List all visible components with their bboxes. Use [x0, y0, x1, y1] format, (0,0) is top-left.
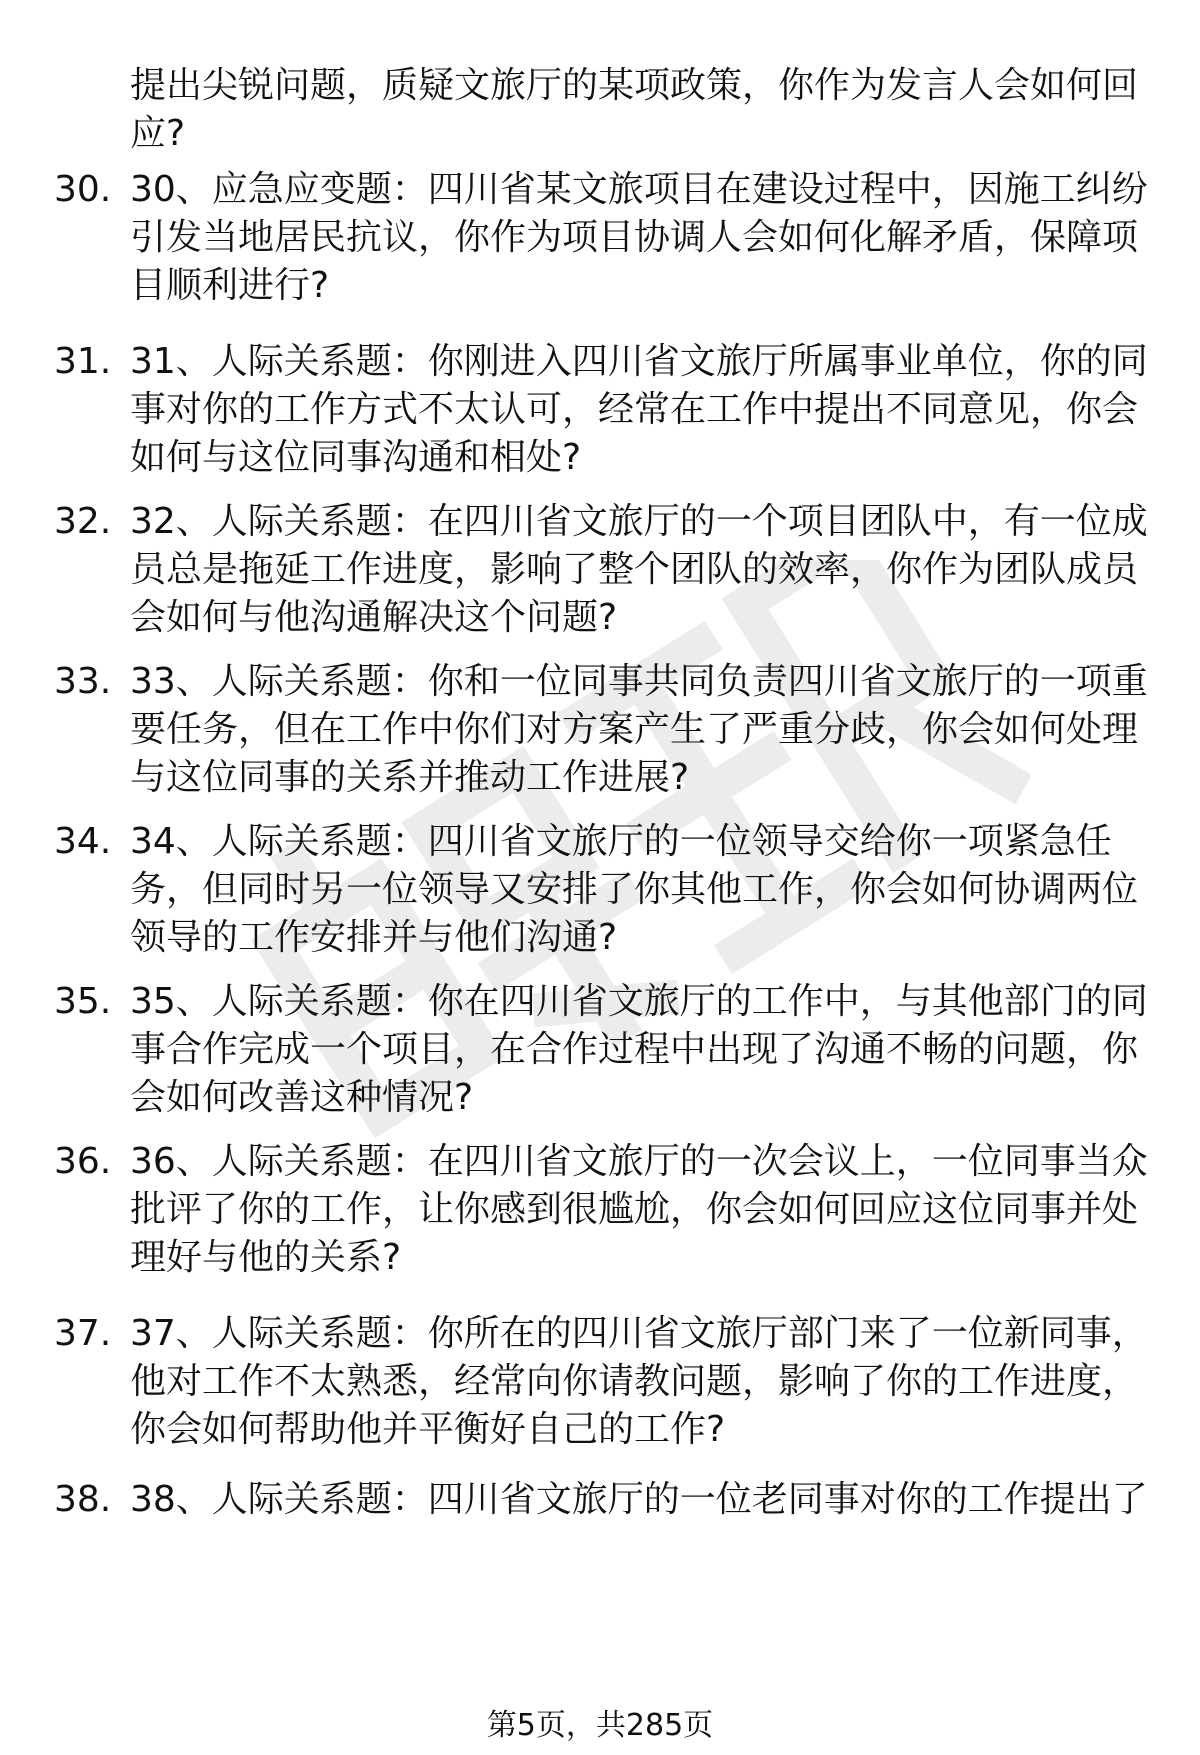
- item-text: 35、人际关系题：你在四川省文旅厅的工作中，与其他部门的同事合作完成一个项目，在合作过程中出现了沟通不畅的问题，你会如何改善这种情况?: [130, 981, 1148, 1118]
- item-text: 31、人际关系题：你刚进入四川省文旅厅所属事业单位，你的同事对你的工作方式不太认可，经常在工作中提出不同意见，你会如何与这位同事沟通和相处?: [130, 341, 1148, 478]
- item-number: 37.: [54, 1313, 112, 1354]
- item-number: 30.: [54, 169, 112, 210]
- item-number: 38.: [54, 1479, 112, 1520]
- item-number: 32.: [54, 501, 112, 542]
- item-number: 33.: [54, 661, 112, 702]
- item-text: 36、人际关系题：在四川省文旅厅的一次会议上，一位同事当众批评了你的工作，让你感到很尴尬，你会如何回应这位同事并处理好与他的关系?: [130, 1141, 1148, 1278]
- item-number: 35.: [54, 981, 112, 1022]
- item-text: 34、人际关系题：四川省文旅厅的一位领导交给你一项紧急任务，但同时另一位领导又安排了你其他工作，你会如何协调两位领导的工作安排并与他们沟通?: [130, 821, 1139, 958]
- item-text: 38、人际关系题：四川省文旅厅的一位老同事对你的工作提出了: [130, 1479, 1148, 1520]
- item-text: 37、人际关系题：你所在的四川省文旅厅部门来了一位新同事，他对工作不太熟悉，经常向你请教问题，影响了你的工作进度，你会如何帮助他并平衡好自己的工作?: [130, 1313, 1148, 1450]
- item-number: 31.: [54, 341, 112, 382]
- item-text: 32、人际关系题：在四川省文旅厅的一个项目团队中，有一位成员总是拖延工作进度，影响了整个团队的效率，你作为团队成员会如何与他沟通解决这个问题?: [130, 501, 1148, 638]
- item-text: 33、人际关系题：你和一位同事共同负责四川省文旅厅的一项重要任务，但在工作中你们对方案产生了严重分歧，你会如何处理与这位同事的关系并推动工作进展?: [130, 661, 1148, 798]
- continuation-paragraph: 提出尖锐问题，质疑文旅厅的某项政策，你作为发言人会如何回应?: [130, 65, 1139, 154]
- item-number: 34.: [54, 821, 112, 862]
- page-footer: 第5页，共285页: [486, 1708, 714, 1743]
- item-text: 30、应急应变题：四川省某文旅项目在建设过程中，因施工纠纷引发当地居民抗议，你作为项目协调人会如何化解矛盾，保障项目顺利进行?: [130, 169, 1148, 306]
- item-number: 36.: [54, 1141, 112, 1182]
